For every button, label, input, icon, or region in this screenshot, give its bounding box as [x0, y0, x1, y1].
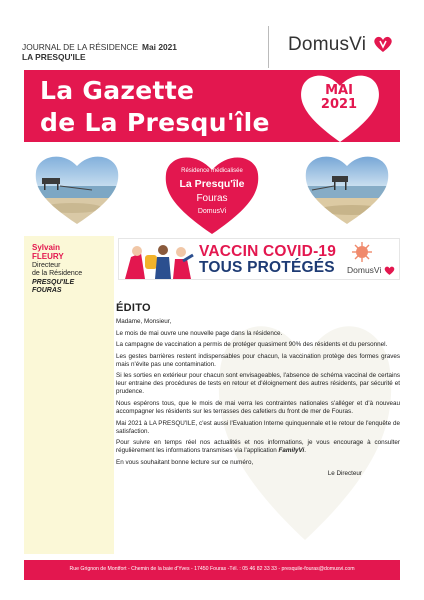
logo-text: DomusVi	[288, 34, 367, 55]
gazette-title-line1: La Gazette	[40, 76, 195, 105]
director-name	[32, 243, 64, 261]
badge-subtitle: Résidence médicalisée	[181, 168, 243, 174]
director-first-name: Sylvain	[32, 243, 61, 252]
article-paragraph: Si les sorties en extérieur pour chacun sont envisageables, l'absence de schéma vaccinal de certains leur entraine des procédures de tests en retour et d'éloignement des autres résidents, par sécurité et prudence.	[116, 372, 400, 396]
badge-town: Fouras	[196, 193, 228, 204]
article-paragraph: Nous espérons tous, que le mois de mai verra les contraintes nationales s'alléger et d'à nouveau accompagner les résidents sur les terrasses des cafetiers du front de mer de Fouras.	[116, 399, 400, 415]
article-heading: ÉDITO	[116, 302, 151, 314]
vaccine-title: VACCIN COVID-19	[199, 243, 337, 260]
edito-article	[116, 318, 400, 482]
header-divider	[268, 26, 269, 68]
article-paragraph: La campagne de vaccination a permis de protéger quasiment 90% des résidents et du personnel.	[116, 341, 388, 349]
domusvi-logo	[288, 34, 393, 56]
residence-name: LA PRESQU'ILE	[22, 52, 86, 62]
director-info	[32, 262, 82, 296]
year-label: 2021	[320, 97, 358, 112]
seaside-photo-right	[302, 148, 392, 226]
vaccine-subtitle: TOUS PROTÉGÉS	[199, 259, 335, 276]
footer-address: Rue Grignon de Montfort - Chemin de la baie d'Yves - 17450 Fouras -Tél. : 05 46 82 33 33 - presquile-fouras@domusvi.com	[69, 566, 355, 572]
heart-icon	[384, 265, 395, 276]
gazette-title-line2: de La Presqu'île	[40, 108, 270, 137]
vaccine-banner-logo	[347, 265, 395, 276]
issue-date: Mai 2021	[142, 42, 177, 52]
app-name: FamilyVi	[278, 447, 305, 455]
vaccine-logo-text: DomusVi	[347, 265, 382, 275]
journal-header	[22, 42, 177, 62]
app-text: Pour suivre en temps réel nos actualités et nos informations, je vous encourage à consulter régulièrement les informations transmises via l'application	[116, 439, 400, 455]
heart-icon	[373, 34, 393, 54]
director-residence-line1: PRESQU'ILE	[32, 278, 75, 286]
article-paragraph: Le mois de mai ouvre une nouvelle page dans la résidence.	[116, 329, 283, 337]
seaside-photo-left	[32, 148, 122, 226]
director-residence-line2: FOURAS	[32, 287, 62, 295]
article-closing: En vous souhaitant bonne lecture sur ce numéro,	[116, 458, 254, 466]
app-text-end: .	[304, 447, 306, 455]
badge-logo: DomusVi	[197, 208, 227, 215]
director-of: de la Résidence	[32, 270, 83, 278]
badge-residence-name: La Presqu'île	[179, 178, 245, 190]
article-paragraph: Mai 2021 à LA PRESQU'ILE, c'est aussi l'Evaluation Interne quinquennale et le retour de l'enquête de satisfaction.	[116, 419, 400, 435]
article-paragraph	[116, 439, 400, 455]
director-last-name: FLEURY	[32, 252, 64, 261]
director-role: Directeur	[32, 262, 61, 269]
month-label: MAI	[325, 83, 353, 98]
footer-bar	[24, 560, 400, 580]
issue-month	[300, 84, 378, 112]
virus-icon	[351, 241, 373, 263]
article-signature: Le Directeur	[327, 470, 362, 478]
journal-label: JOURNAL DE LA RÉSIDENCE	[22, 42, 139, 52]
vaccine-people-illustration	[123, 241, 195, 279]
vaccine-banner	[118, 238, 400, 280]
article-paragraph: Les gestes barrières restent indispensables pour chacun, la vaccination protège des formes graves mais n'évite pas une contamination.	[116, 352, 400, 368]
article-salutation: Madame, Monsieur,	[116, 318, 172, 325]
